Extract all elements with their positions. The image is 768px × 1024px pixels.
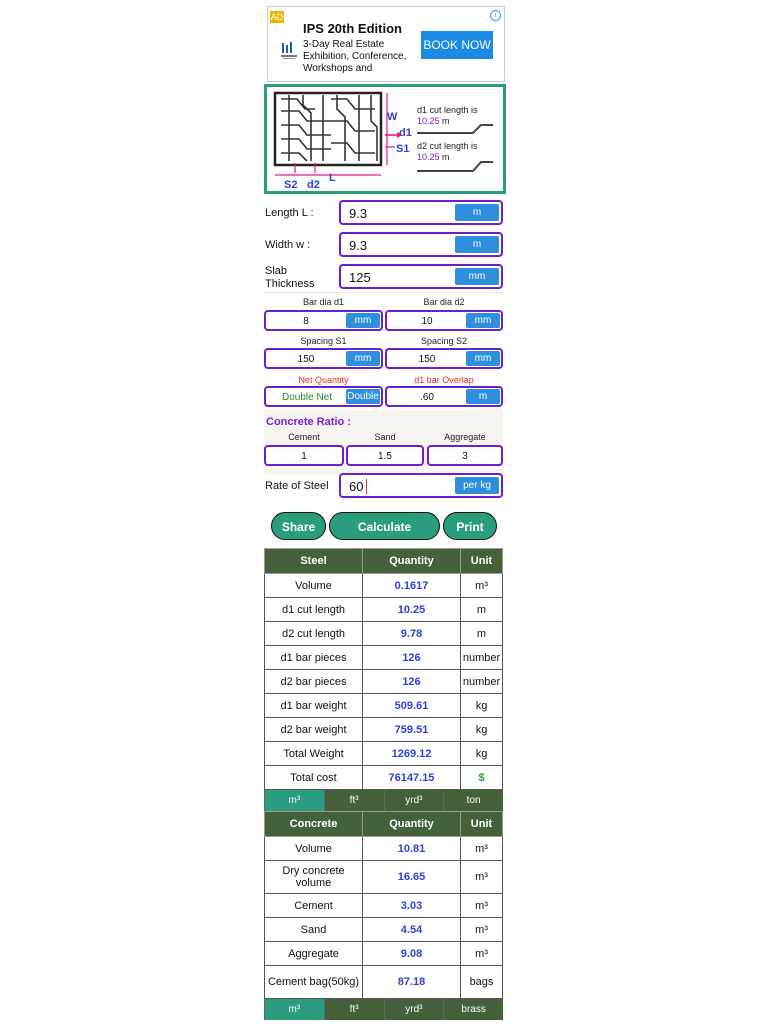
d1-bar-shape <box>415 123 495 135</box>
bar-d2-label: Bar dia d2 <box>423 297 465 307</box>
table-row: Total cost 76147.15 $ <box>265 766 503 790</box>
bar-d1-label: Bar dia d1 <box>302 297 345 307</box>
steel-header: Steel <box>265 549 363 574</box>
ips-logo-icon <box>280 41 298 61</box>
w-label: W <box>387 111 398 123</box>
unit-header: Unit <box>461 812 503 837</box>
thickness-unit-button[interactable]: mm <box>455 268 499 285</box>
tab-brass[interactable]: brass <box>443 999 503 1020</box>
width-unit-button[interactable]: m <box>455 236 499 253</box>
table-row: Volume 10.81 m³ <box>265 837 503 861</box>
spacing-s2-unit-button[interactable]: mm <box>466 351 500 366</box>
thickness-label: Slab Thickness <box>265 265 315 290</box>
d2-label: d2 <box>307 179 320 191</box>
concrete-ratio-label: Concrete Ratio : <box>266 416 351 428</box>
table-row: Dry concrete volume 16.65 m³ <box>265 861 503 894</box>
ad-description: 3-Day Real Estate Exhibition, Conference, Workshops and <box>303 39 407 74</box>
width-label: Width w : <box>265 239 311 251</box>
tab-cubic-feet[interactable]: ft³ <box>324 999 384 1020</box>
steel-unit-tabs <box>264 790 503 811</box>
concrete-table <box>264 811 503 999</box>
length-label: Length L : <box>265 207 314 219</box>
tab-cubic-yard[interactable]: yrd³ <box>384 999 444 1020</box>
spacing-s2-input[interactable]: 150 mm <box>385 348 503 369</box>
table-row: d2 bar pieces 126 number <box>265 670 503 694</box>
quantity-header: Quantity <box>363 812 461 837</box>
bar-d2-input[interactable]: 10 mm <box>385 310 503 331</box>
d1-cut-length-text: d1 cut length is 10.25 m <box>417 105 478 126</box>
bar-d2-unit-button[interactable]: mm <box>466 313 500 328</box>
rate-of-steel-label: Rate of Steel <box>265 480 329 492</box>
cement-ratio-input[interactable]: 1 <box>264 445 344 466</box>
width-input[interactable]: 9.3 m <box>339 232 503 257</box>
d1-cut-value: 10.25 <box>417 116 440 126</box>
concrete-results <box>264 811 503 1020</box>
length-input[interactable]: 9.3 m <box>339 200 503 225</box>
steel-results <box>264 548 503 811</box>
ad-title[interactable]: IPS 20th Edition <box>303 21 402 36</box>
rate-unit-button[interactable]: per kg <box>455 477 499 494</box>
quantity-header: Quantity <box>363 549 461 574</box>
table-row: Aggregate 9.08 m³ <box>265 942 503 966</box>
text-cursor <box>366 479 367 494</box>
d1-label: d1 <box>399 127 412 139</box>
table-row: d1 cut length 10.25 m <box>265 598 503 622</box>
s1-label: S1 <box>396 143 410 155</box>
spacing-s2-label: Spacing S2 <box>420 336 468 346</box>
spacing-s1-unit-button[interactable]: mm <box>346 351 380 366</box>
info-icon[interactable]: i <box>490 10 501 21</box>
table-row: Total Weight 1269.12 kg <box>265 742 503 766</box>
length-unit-button[interactable]: m <box>455 204 499 221</box>
overlap-input[interactable]: .60 m <box>385 386 503 407</box>
concrete-header: Concrete <box>265 812 363 837</box>
sand-ratio-input[interactable]: 1.5 <box>346 445 424 466</box>
d2-cut-length-text: d2 cut length is 10.25 m <box>417 141 478 162</box>
rate-of-steel-input[interactable]: 60 per kg <box>339 473 503 498</box>
print-button[interactable]: Print <box>443 512 497 540</box>
bar-d1-unit-button[interactable]: mm <box>346 313 380 328</box>
table-row: Cement 3.03 m³ <box>265 894 503 918</box>
overlap-unit-button[interactable]: m <box>466 389 500 404</box>
unit-header: Unit <box>461 549 503 574</box>
net-quantity-input[interactable]: Double Net Double <box>264 386 383 407</box>
spacing-s1-label: Spacing S1 <box>300 336 347 346</box>
ad-banner[interactable] <box>267 6 505 82</box>
tab-cubic-feet[interactable]: ft³ <box>324 790 384 811</box>
table-row: Volume 0.1617 m³ <box>265 574 503 598</box>
overlap-label: d1 bar Overlap <box>414 375 474 385</box>
mesh-drawing <box>271 91 411 183</box>
thickness-input[interactable]: 125 mm <box>339 264 503 289</box>
net-quantity-label: Net Quantity <box>298 375 349 385</box>
l-label: L <box>329 172 336 184</box>
d2-bar-shape <box>415 159 495 173</box>
tab-cubic-meter[interactable]: m³ <box>264 999 324 1020</box>
concrete-unit-tabs <box>264 999 503 1020</box>
share-button[interactable]: Share <box>271 512 326 540</box>
s2-label: S2 <box>284 179 298 191</box>
table-row: d2 bar weight 759.51 kg <box>265 718 503 742</box>
slab-diagram <box>264 84 506 194</box>
ad-badge: AD <box>270 12 284 22</box>
table-row: d2 cut length 9.78 m <box>265 622 503 646</box>
d2-cut-value: 10.25 <box>417 152 440 162</box>
aggregate-ratio-label: Aggregate <box>444 432 486 442</box>
book-now-button[interactable]: BOOK NOW <box>421 31 493 59</box>
bar-d1-input[interactable]: 8 mm <box>264 310 383 331</box>
table-row: Cement bag(50kg) 87.18 bags <box>265 966 503 999</box>
aggregate-ratio-input[interactable]: 3 <box>427 445 503 466</box>
tab-ton[interactable]: ton <box>443 790 503 811</box>
calculate-button[interactable]: Calculate <box>329 512 440 540</box>
tab-cubic-yard[interactable]: yrd³ <box>384 790 444 811</box>
table-row: Sand 4.54 m³ <box>265 918 503 942</box>
tab-cubic-meter[interactable]: m³ <box>264 790 324 811</box>
sand-ratio-label: Sand <box>374 432 396 442</box>
steel-table <box>264 548 503 790</box>
table-row: d1 bar weight 509.61 kg <box>265 694 503 718</box>
net-type-button[interactable]: Double <box>347 391 379 402</box>
spacing-s1-input[interactable]: 150 mm <box>264 348 383 369</box>
table-row: d1 bar pieces 126 number <box>265 646 503 670</box>
cement-ratio-label: Cement <box>288 432 320 442</box>
